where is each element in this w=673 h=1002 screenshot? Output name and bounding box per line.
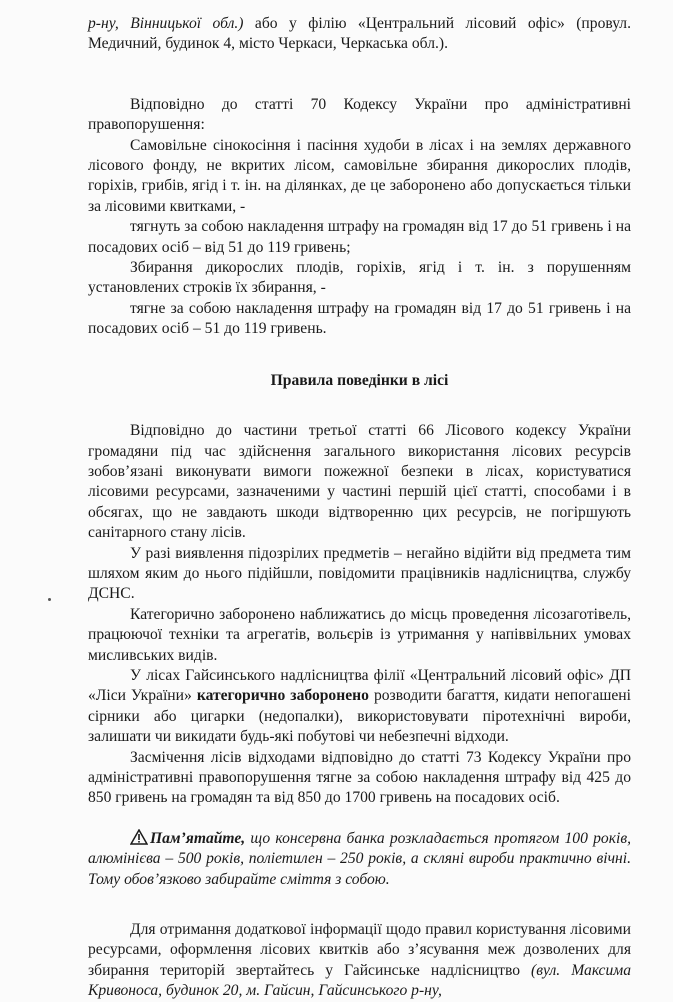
rules-p4-end: розводити багаття, кидати непогашені сірники або цигарки (недопалки), використовувати піротехнічні вироби, залишати чи викидати будь-які побутові чи небезпечні відходи. [88, 687, 631, 746]
rules-p4-bold: категорично заборонено [196, 687, 369, 705]
rules-heading: Правила поведінки в лісі [270, 371, 449, 389]
intro-address-italic: р-ну, Вінницької обл.) [88, 15, 244, 32]
rules-paragraph-1: Відповідно до частини третьої статті 66 Лісового кодексу України громадяни під час здійснення загального використання лісових ресурсів зобов’язані виконувати вимоги пожежної безпеки в лісах, користуватися лісовими ресурсами, зазначеними у частині першій цієї статті, способами і в обсягах, що не завдають шкоди відтворенню цих ресурсів, не погіршують санітарного стану лісів. [88, 422, 631, 542]
rules-paragraph-3: Категорично заборонено наближатись до місць проведення лісозаготівель, працюючої техніки та агрегатів, вольєрів із утримання у напіввільних умовах мисливських видів. [88, 605, 631, 664]
scan-speck [48, 598, 51, 601]
koap-offence-2: Збирання дикорослих плодів, горіхів, ягід і т. ін. з порушенням установлених строків їх збирання, - [88, 259, 631, 297]
rules-paragraph-2: У разі виявлення підозрілих предметів – негайно відійти від предмета тим шляхом яким до нього підійшли, повідомити працівників надлісництва, службу ДСНС. [88, 544, 631, 603]
rules-paragraph-4 [88, 666, 631, 748]
warning-triangle-icon [130, 829, 148, 845]
contact-address-italic: (вул. Максима Кривоноса, будинок 20, м. Гайсин, Гайсинського р-ну, [88, 961, 631, 1000]
contact-text: Для отримання додаткової інформації щодо правил користування лісовими ресурсами, оформлення лісових квитків або з’ясування меж дозволених для збирання територій звертайтесь у Гайсинське надлісництво [88, 921, 631, 979]
reminder-paragraph [88, 829, 631, 890]
contact-paragraph [88, 920, 631, 1002]
koap-penalty-1: тягнуть за собою накладення штрафу на громадян від 17 до 51 гривень і на посадових осіб – від 51 до 119 гривень; [88, 218, 631, 256]
koap-offence-1: Самовільне сінокосіння і пасіння худоби в лісах і на землях державного лісового фонду, не вкритих лісом, самовільне збирання дикорослих плодів, горіхів, грибів, ягід і т. ін. на ділянках, де це заборонено або допускається тільки за лісовими квитками, - [88, 136, 631, 215]
reminder-text: що консервна банка розкладається протягом 100 років, алюмінієва – 500 років, поліетилен – 250 років, а скляні вироби практично вічні. Тому обов’язково забирайте сміття з собою. [88, 829, 631, 888]
koap-penalty-2: тягне за собою накладення штрафу на громадян від 17 до 51 гривень і на посадових осіб – 51 до 119 гривень. [88, 299, 631, 338]
intro-paragraph [88, 14, 631, 55]
koap-intro: Відповідно до статті 70 Кодексу України про адміністративні правопорушення: [88, 95, 631, 134]
reminder-bold: Пам’ятайте, [150, 829, 246, 847]
rules-paragraph-5: Засмічення лісів відходами відповідно до статті 73 Кодексу України про адміністративні правопорушення тягне за собою накладення штрафу від 425 до 850 гривень на громадян та від 850 до 1700 гривень на посадових осіб. [88, 748, 631, 807]
intro-address-rest: або у філію «Центральний лісовий офіс» (провул. Медичний, будинок 4, місто Черкаси, Черкаська обл.). [88, 15, 631, 53]
rules-p4-start: У лісах Гайсинського надлісництва філії «Центральний лісовий офіс» ДП «Ліси України» [88, 666, 631, 705]
